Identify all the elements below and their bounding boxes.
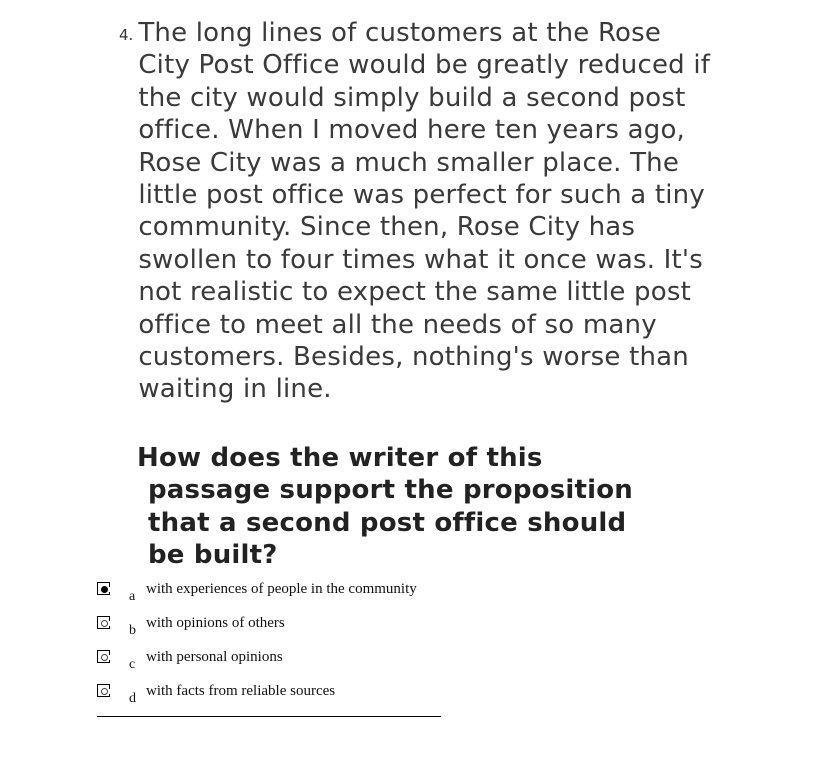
radio-icon[interactable] bbox=[97, 650, 110, 663]
option-letter: a bbox=[129, 588, 136, 604]
answer-option-d[interactable] bbox=[97, 682, 826, 704]
radio-icon[interactable] bbox=[97, 684, 110, 697]
divider-line bbox=[97, 716, 441, 717]
answer-option-a[interactable] bbox=[97, 580, 826, 602]
option-text: with facts from reliable sources bbox=[146, 682, 336, 699]
option-text: with personal opinions bbox=[146, 648, 283, 665]
question-number: 4. bbox=[119, 26, 134, 44]
question-prompt: How does the writer of this passage support the proposition that a second post office should be built? bbox=[137, 442, 634, 571]
radio-icon[interactable] bbox=[97, 616, 110, 629]
answer-option-b[interactable] bbox=[97, 614, 826, 636]
radio-icon[interactable] bbox=[97, 582, 110, 595]
option-text: with experiences of people in the community bbox=[146, 580, 417, 597]
option-text: with opinions of others bbox=[146, 614, 285, 631]
option-letter: d bbox=[129, 690, 136, 706]
option-letter: b bbox=[129, 622, 136, 638]
answer-option-c[interactable] bbox=[97, 648, 826, 670]
option-letter: c bbox=[129, 656, 136, 672]
passage-text: The long lines of customers at the Rose City Post Office would be greatly reduced if the city would simply build a second post office. When I moved here ten years ago, Rose City was a much smaller place. The little post office was perfect for such a tiny community. Since then, Rose City has swollen to four times what it once was. It's not realistic to expect the same little post office to meet all the needs of so many customers. Besides, nothing's worse than waiting in line. bbox=[138, 18, 711, 405]
answer-options-list bbox=[97, 580, 826, 704]
